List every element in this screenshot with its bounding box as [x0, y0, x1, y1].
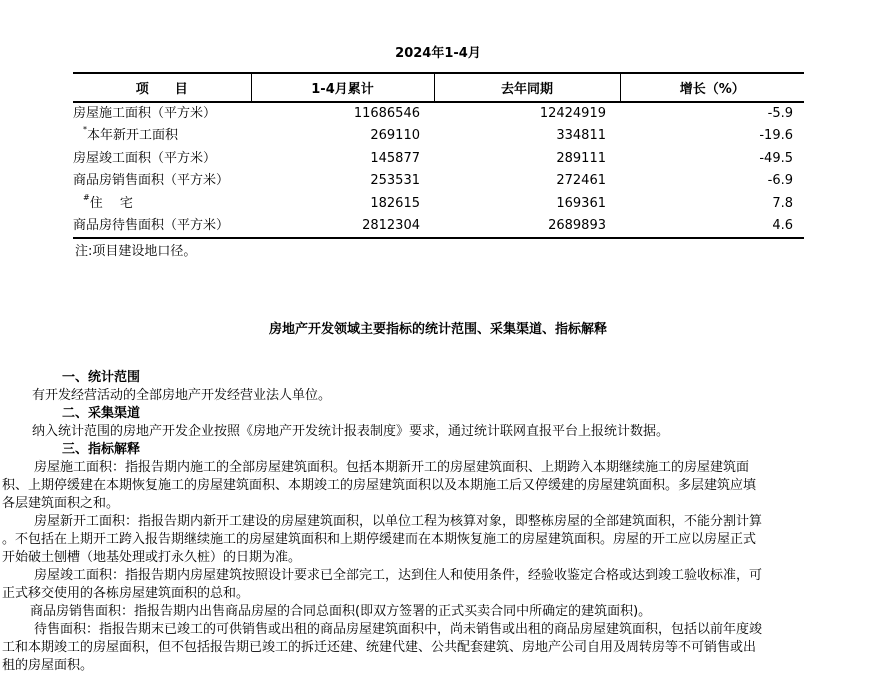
growth-value: 7.8	[772, 196, 793, 212]
cumulative-value: 182615	[370, 196, 420, 212]
definitions-list	[2, 459, 874, 675]
definition-line: 各层建筑面积之和。	[2, 496, 120, 511]
cumulative-value: 145877	[370, 150, 420, 166]
row-label	[73, 170, 251, 193]
table-row	[73, 125, 804, 148]
previous-year-value: 289111	[556, 150, 606, 166]
row-label	[73, 125, 251, 148]
previous-year-value: 2689893	[434, 215, 620, 238]
growth-value: -49.5	[759, 150, 793, 166]
growth-value: -6.9	[767, 173, 793, 189]
definition-line: 积、上期停缓建在本期恢复施工的房屋建筑面积、本期竣工的房屋建筑面积以及本期施工后又停缓建的房屋建筑面积。多层建筑应填	[2, 478, 757, 493]
previous-year-value: 12424919	[539, 106, 606, 121]
scope-text: 有开发经营活动的全部房地产开发经营业法人单位。	[32, 388, 332, 403]
table-row	[73, 170, 804, 193]
table-header-row	[73, 73, 804, 102]
row-label-text: 商品房待售面积（平方米）	[73, 218, 230, 234]
explanation-title: 房地产开发领域主要指标的统计范围、采集渠道、指标解释	[268, 322, 607, 337]
row-marker: *	[83, 125, 87, 135]
definition-line: 房屋竣工面积：指报告期内房屋建筑按照设计要求已全部完工，达到住人和使用条件，经验收鉴定合格或达到竣工验收标准，可	[34, 568, 763, 583]
table-row	[73, 193, 804, 216]
definition-line: 房屋新开工面积：指报告期内新开工建设的房屋建筑面积，以单位工程为核算对象，即整栋房屋的全部建筑面积，不能分割计算	[34, 514, 763, 529]
definition-line: 正式移交使用的各栋房屋建筑面积的总和。	[2, 586, 250, 601]
row-label-text: 房屋竣工面积（平方米）	[73, 150, 217, 166]
previous-year-value: 169361	[556, 196, 606, 212]
row-label	[73, 193, 251, 216]
scope-heading: 一、统计范围	[62, 370, 141, 385]
growth-value: -5.9	[767, 106, 793, 121]
definition-line: 商品房销售面积：指报告期内出售商品房屋的合同总面积(即双方签署的正式买卖合同中所确定的建筑面积)。	[30, 604, 652, 619]
previous-year-value: 272461	[556, 173, 606, 189]
growth-value: 4.6	[620, 215, 804, 238]
previous-year-value: 334811	[556, 128, 606, 144]
definition-line: 房屋施工面积：指报告期内施工的全部房屋建筑面积。包括本期新开工的房屋建筑面积、上期跨入本期继续施工的房屋建筑面	[34, 460, 750, 475]
definition-line: 开始破土刨槽（地基处理或打永久桩）的日期为准。	[2, 550, 302, 565]
definition-line: 。不包括在上期开工跨入报告期继续施工的房屋建筑面积和上期停缓建而在本期恢复施工的房屋建筑面积。房屋的开工应以房屋正式	[2, 532, 757, 547]
definition-paragraph	[2, 603, 874, 621]
definition-line: 租的房屋面积。	[2, 658, 94, 673]
cumulative-value: 253531	[370, 173, 420, 189]
row-marker: #	[83, 193, 90, 203]
row-label	[73, 215, 251, 238]
table-row	[73, 215, 804, 238]
row-label	[73, 148, 251, 171]
definition-paragraph	[2, 567, 874, 603]
header-growth: 增长（%）	[620, 73, 804, 102]
header-previous-year: 去年同期	[434, 73, 620, 102]
definition-line: 工和本期竣工的房屋面积，但不包括报告期已竣工的拆迁还建、统建代建、公共配套建筑、房地产公司自用及周转房等不可销售或出	[2, 640, 757, 655]
row-label-text: 住 宅	[89, 196, 133, 212]
growth-value: -19.6	[759, 128, 793, 144]
table-row	[73, 148, 804, 171]
row-label	[73, 102, 251, 125]
channel-text: 纳入统计范围的房地产开发企业按照《房地产开发统计报表制度》要求，通过统计联网直报平台上报统计数据。	[32, 424, 670, 439]
channel-heading: 二、采集渠道	[62, 406, 141, 421]
table-row	[73, 102, 804, 125]
table-period-title: 2024年1-4月	[395, 46, 481, 61]
cumulative-value: 269110	[370, 128, 420, 144]
row-label-text: 本年新开工面积	[87, 128, 179, 144]
explanation-body	[2, 369, 874, 675]
definitions-heading: 三、指标解释	[62, 442, 141, 457]
header-cumulative: 1-4月累计	[251, 73, 434, 102]
real-estate-statistics-table	[73, 72, 804, 239]
row-label-text: 房屋施工面积（平方米）	[73, 106, 217, 121]
definition-paragraph	[2, 621, 874, 675]
definition-paragraph	[2, 513, 874, 567]
definition-paragraph	[2, 459, 874, 513]
cumulative-value: 11686546	[353, 106, 420, 121]
header-item: 项 目	[73, 73, 251, 102]
row-label-text: 商品房销售面积（平方米）	[73, 173, 230, 189]
cumulative-value: 2812304	[251, 215, 434, 238]
definition-line: 待售面积：指报告期末已竣工的可供销售或出租的商品房屋建筑面积中，尚未销售或出租的商品房屋建筑面积，包括以前年度竣	[34, 622, 763, 637]
table-note: 注:项目建设地口径。	[75, 244, 197, 259]
